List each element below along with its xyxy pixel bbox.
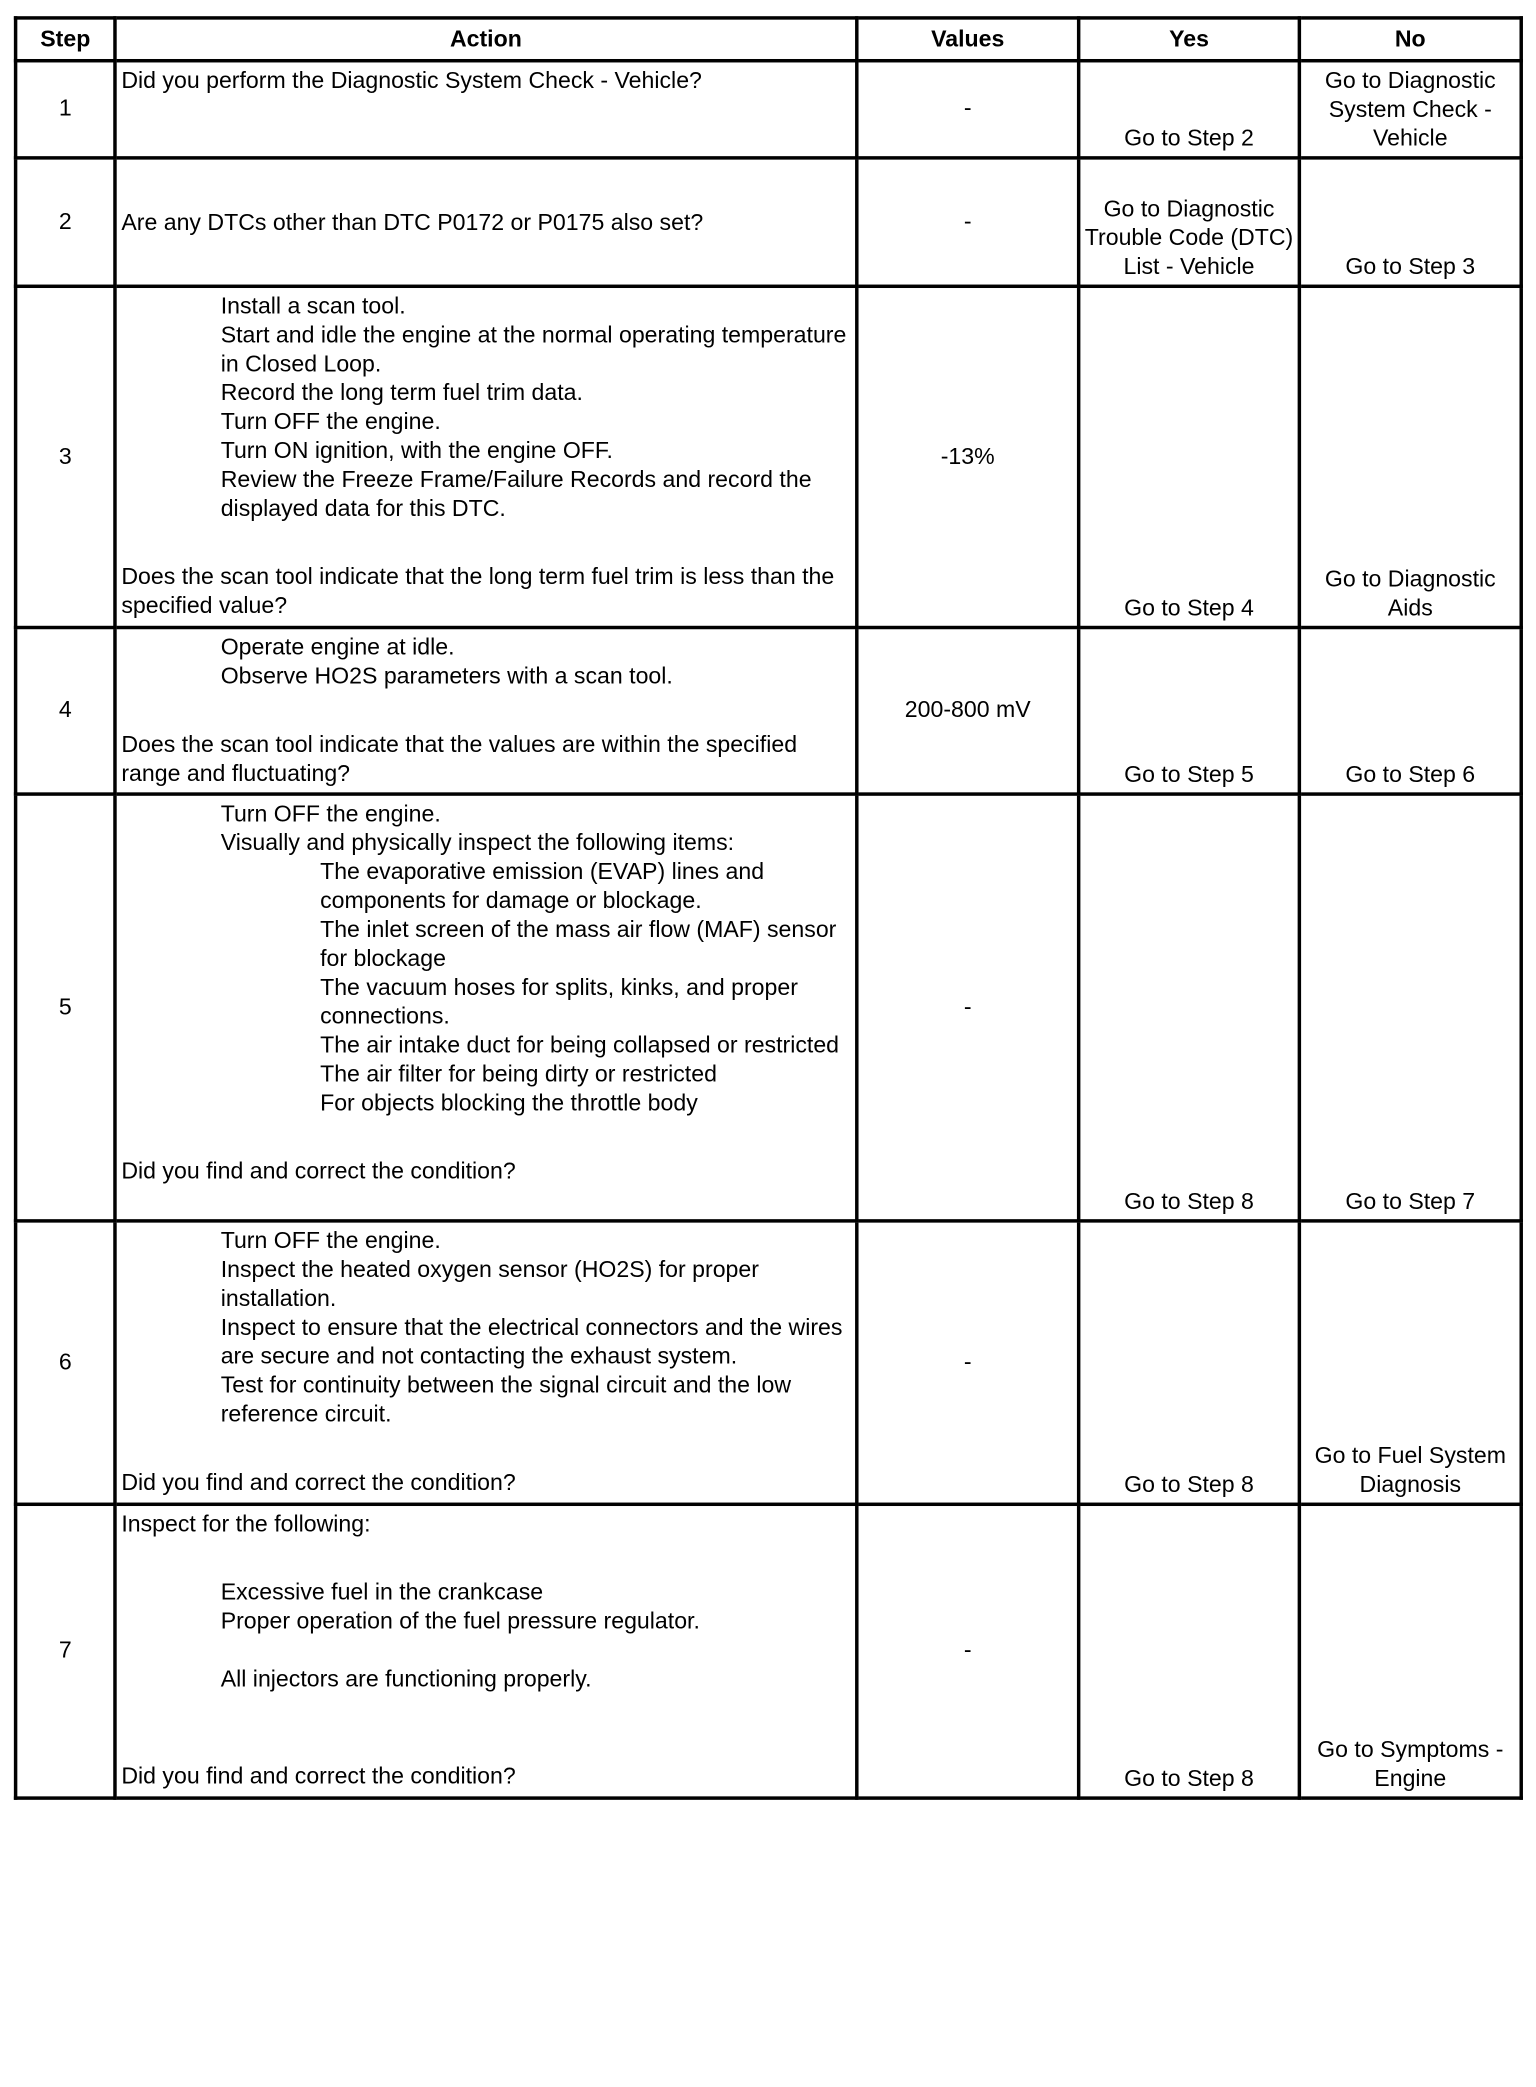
action-question: Did you find and correct the condition? — [121, 1159, 516, 1185]
action-cell — [115, 286, 857, 627]
no-cell: Go to Step 7 — [1299, 794, 1521, 1221]
table-row-step-1 — [16, 61, 1522, 158]
action-cell — [115, 158, 857, 286]
action-question: Did you find and correct the condition? — [121, 1470, 516, 1496]
action-cell — [115, 1221, 857, 1504]
header-step: Step — [16, 18, 115, 61]
action-question: Did you find and correct the condition? — [121, 1763, 516, 1790]
action-question: Did you perform the Diagnostic System Check - Vehicle? — [121, 68, 702, 94]
yes-cell: Go to Step 8 — [1079, 1221, 1300, 1504]
action-cell — [115, 794, 857, 1221]
inspection-item: The vacuum hoses for splits, kinks, and proper connections. — [320, 975, 798, 1030]
no-cell: Go to Step 3 — [1299, 158, 1521, 286]
step-number: 5 — [16, 794, 115, 1221]
inspection-item: For objects blocking the throttle body — [320, 1090, 698, 1117]
substep: Turn OFF the engine. — [220, 1228, 441, 1254]
yes-cell: Go to Step 2 — [1079, 61, 1300, 158]
substep: Proper operation of the fuel pressure regulator. — [220, 1608, 700, 1635]
substep: All injectors are functioning properly. — [220, 1666, 592, 1693]
table-row-step-6 — [16, 1221, 1522, 1504]
action-cell — [115, 628, 857, 795]
table-row-step-7 — [16, 1504, 1522, 1798]
header-yes: Yes — [1079, 18, 1300, 61]
value-cell: - — [857, 1504, 1079, 1798]
step-number: 4 — [16, 628, 115, 795]
value-cell: - — [857, 1221, 1079, 1504]
diagnostic-table — [14, 16, 1523, 1800]
substep: Start and idle the engine at the normal operating temperature in Closed Loop. — [220, 322, 847, 378]
value-cell: - — [857, 61, 1079, 158]
substep: Record the long term fuel trim data. — [220, 380, 583, 407]
step-number: 3 — [16, 286, 115, 627]
table-row-step-3 — [16, 286, 1522, 627]
substep: Excessive fuel in the crankcase — [220, 1580, 544, 1606]
action-cell — [115, 1504, 857, 1798]
yes-cell: Go to Diagnostic Trouble Code (DTC) List - Vehicle — [1079, 158, 1300, 286]
yes-cell: Go to Step 5 — [1079, 628, 1300, 795]
inspection-item: The air intake duct for being collapsed or restricted — [320, 1032, 840, 1059]
header-row — [16, 18, 1522, 61]
action-intro: Inspect for the following: — [121, 1511, 371, 1538]
step-number: 6 — [16, 1221, 115, 1504]
substep: Inspect to ensure that the electrical connectors and the wires are secure and not contacting the exhaust system. — [220, 1315, 843, 1370]
table-row-step-4 — [16, 628, 1522, 795]
header-no: No — [1299, 18, 1521, 61]
step-number: 7 — [16, 1504, 115, 1798]
value-cell: - — [857, 794, 1079, 1221]
step-number: 1 — [16, 61, 115, 158]
substep: Install a scan tool. — [220, 293, 406, 320]
no-cell: Go to Diagnostic System Check - Vehicle — [1299, 61, 1521, 158]
inspection-item: The inlet screen of the mass air flow (MAF) sensor for blockage — [320, 917, 837, 972]
step-number: 2 — [16, 158, 115, 286]
value-cell: - — [857, 158, 1079, 286]
substep: Turn ON ignition, with the engine OFF. — [220, 438, 613, 464]
substep: Turn OFF the engine. — [220, 801, 441, 828]
no-cell: Go to Fuel System Diagnosis — [1299, 1221, 1521, 1504]
substep: Review the Freeze Frame/Failure Records and record the displayed data for this DTC. — [220, 467, 812, 522]
action-question: Does the scan tool indicate that the long term fuel trim is less than the specified value? — [121, 564, 835, 619]
action-question: Does the scan tool indicate that the values are within the specified range and fluctuating? — [121, 732, 798, 787]
header-values: Values — [857, 18, 1079, 61]
substep: Test for continuity between the signal circuit and the low reference circuit. — [220, 1373, 792, 1428]
action-cell — [115, 61, 857, 158]
substep: Observe HO2S parameters with a scan tool. — [220, 663, 673, 690]
no-cell: Go to Symptoms - Engine — [1299, 1504, 1521, 1798]
yes-cell: Go to Step 8 — [1079, 794, 1300, 1221]
substep: Visually and physically inspect the following items: — [220, 830, 735, 856]
yes-cell: Go to Step 8 — [1079, 1504, 1300, 1798]
yes-cell: Go to Step 4 — [1079, 286, 1300, 627]
no-cell: Go to Diagnostic Aids — [1299, 286, 1521, 627]
no-cell: Go to Step 6 — [1299, 628, 1521, 795]
value-cell: -13% — [857, 286, 1079, 627]
table-row-step-5 — [16, 794, 1522, 1221]
header-action: Action — [115, 18, 857, 61]
substep: Turn OFF the engine. — [220, 409, 441, 435]
table-row-step-2 — [16, 158, 1522, 286]
value-cell: 200-800 mV — [857, 628, 1079, 795]
action-question: Are any DTCs other than DTC P0172 or P0175 also set? — [121, 209, 704, 236]
substep: Operate engine at idle. — [220, 635, 455, 661]
inspection-item: The evaporative emission (EVAP) lines and components for damage or blockage. — [320, 859, 765, 914]
inspection-item: The air filter for being dirty or restricted — [320, 1061, 717, 1088]
substep: Inspect the heated oxygen sensor (HO2S) for proper installation. — [220, 1257, 759, 1312]
